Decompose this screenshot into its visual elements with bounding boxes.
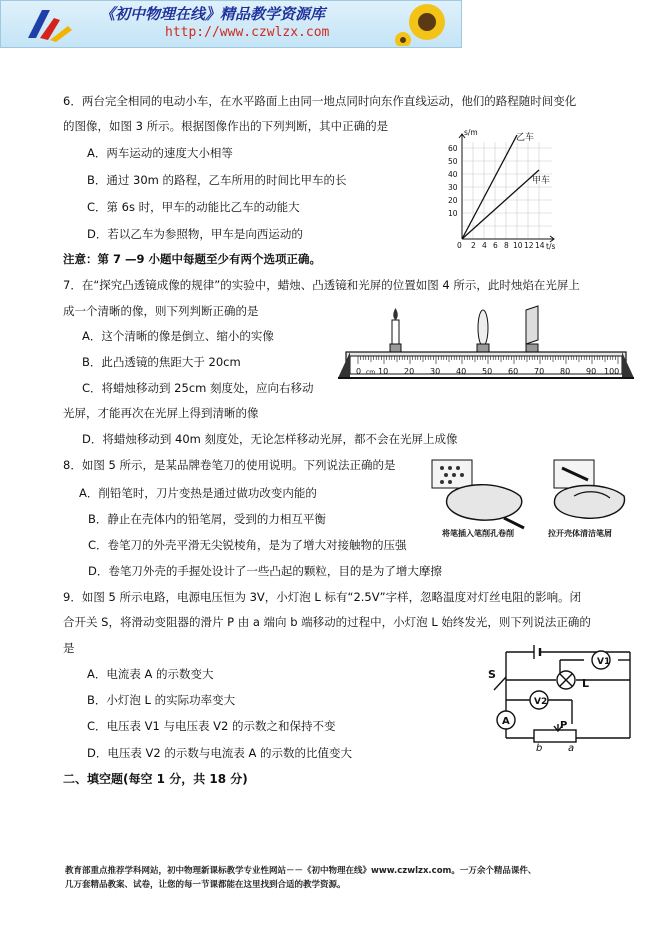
xtick: 14 — [535, 241, 545, 250]
banner-title: 《初中物理在线》精品教学资源库 — [100, 5, 326, 23]
bench-tick-label: 70 — [534, 367, 545, 376]
q6-option-c: C．第 6s 时，甲车的动能比乙车的动能大 — [87, 200, 300, 214]
note-multi-answer: 注意：第 7 —9 小题中每题至少有两个选项正确。 — [63, 252, 322, 266]
bench-tick-label: 50 — [482, 367, 493, 376]
q7-optical-bench — [338, 300, 634, 386]
q8-option-a: A．削铅笔时，刀片变热是通过做功改变内能的 — [79, 486, 317, 500]
q9-option-d: D．电压表 V2 的示数与电流表 A 的示数的比值变大 — [87, 746, 353, 760]
label-l: L — [582, 677, 590, 690]
q9-option-c: C．电压表 V1 与电压表 V2 的示数之和保持不变 — [87, 719, 336, 733]
ytick: 20 — [448, 196, 458, 205]
xtick: 0 — [457, 241, 462, 250]
q9-circuit — [484, 642, 634, 752]
xtick: 2 — [471, 241, 476, 250]
label-a-end: a — [568, 743, 575, 752]
q6-option-b: B．通过 30m 的路程，乙车所用的时间比甲车的长 — [87, 173, 347, 187]
ytick: 40 — [448, 170, 458, 179]
chart-ylabel: s/m — [464, 128, 478, 137]
q6-option-d: D．若以乙车为参照物，甲车是向西运动的 — [87, 227, 303, 241]
ytick: 50 — [448, 157, 458, 166]
bench-tick-label: 30 — [430, 367, 441, 376]
q7-stem-line2: 成一个清晰的像，则下列判断正确的是 — [63, 304, 259, 318]
series-line-jia — [462, 170, 539, 239]
site-logo-icon — [20, 4, 80, 44]
bench-tick-label: 20 — [404, 367, 415, 376]
bench-tick-label: 80 — [560, 367, 571, 376]
bench-tick-label: 10 — [378, 367, 389, 376]
chart-xlabel: t/s — [546, 242, 556, 250]
xtick: 4 — [482, 241, 487, 250]
q7-option-a: A．这个清晰的像是倒立、缩小的实像 — [82, 329, 274, 343]
section-two-heading: 二、填空题(每空 1 分，共 18 分) — [63, 772, 248, 786]
q8-option-b: B．静止在壳体内的铅笔屑，受到的力相互平衡 — [88, 512, 326, 526]
candle-flame-icon — [393, 308, 398, 320]
q9-stem-line1: 9．如图 5 所示电路，电源电压恒为 3V，小灯泡 L 标有“2.5V”字样，忽略温度对灯丝电阻的影响。闭 — [63, 590, 582, 604]
xtick: 10 — [513, 241, 523, 250]
bench-tick-label: 0 — [356, 367, 362, 376]
label-p: P — [560, 720, 568, 731]
bench-tick-label: 100 — [604, 367, 620, 376]
q7-option-b: B．此凸透镜的焦距大于 20cm — [82, 355, 241, 369]
footer-line1: 教育部重点推荐学科网站，初中物理新课标教学专业性网站－－《初中物理在线》www.czwlzx.com。一万余个精品课件、 — [65, 866, 537, 876]
footer-line2: 几万套精品教案、试卷，让您的每一节课都能在这里找到合适的教学资源。 — [65, 880, 346, 890]
series-label-yi: 乙车 — [516, 133, 535, 143]
ytick: 10 — [448, 209, 458, 218]
ytick: 60 — [448, 144, 458, 153]
sharpener-icon — [447, 485, 522, 520]
q7-option-c: C．将蜡烛移动到 25cm 刻度处，应向右移动 — [82, 381, 314, 395]
bench-tick-label: 90 — [586, 367, 597, 376]
caption-insert: 将笔插入笔削孔卷削 — [442, 529, 514, 538]
bench-tick-label: 40 — [456, 367, 467, 376]
banner-url[interactable]: http://www.czwlzx.com — [165, 25, 330, 40]
xtick: 8 — [504, 241, 509, 250]
label-v2: V2 — [534, 697, 548, 707]
label-b: b — [536, 743, 543, 752]
caption-clean: 拉开壳体清洁笔屑 — [548, 529, 612, 538]
q7-option-d: D．将蜡烛移动到 40m 刻度处，无论怎样移动光屏，都不会在光屏上成像 — [82, 432, 458, 446]
q8-option-c: C．卷笔刀的外壳平滑无尖锐棱角，是为了增大对接触物的压强 — [88, 538, 407, 552]
xtick: 6 — [493, 241, 498, 250]
label-a: A — [502, 716, 510, 727]
q9-stem-line3: 是 — [63, 641, 75, 655]
q9-option-b: B．小灯泡 L 的实际功率变大 — [87, 693, 236, 707]
q9-option-a: A．电流表 A 的示数变大 — [87, 667, 214, 681]
q6-stem-line2: 的图像，如图 3 所示。根据图像作出的下列判断，其中正确的是 — [63, 119, 389, 133]
sharpener-open-icon — [554, 486, 624, 519]
label-v1: V1 — [597, 657, 611, 667]
bench-tick-label: 60 — [508, 367, 519, 376]
q7-option-c-cont: 光屏，才能再次在光屏上得到清晰的像 — [63, 406, 259, 420]
q8-sharpener-figure — [428, 456, 628, 538]
q9-stem-line2: 合开关 S，将滑动变阻器的滑片 P 由 a 端向 b 端移动的过程中，小灯泡 L 始终发光，则下列说法正确的 — [63, 615, 591, 629]
q8-option-d: D．卷笔刀外壳的手握处设计了一些凸起的颗粒，目的是为了增大摩擦 — [88, 564, 442, 578]
ytick: 30 — [448, 183, 458, 192]
xtick: 12 — [524, 241, 534, 250]
bench-unit: cm — [366, 369, 376, 376]
q6-st-graph — [440, 128, 560, 250]
label-s: S — [488, 668, 496, 681]
header-banner — [0, 0, 462, 48]
q8-stem: 8．如图 5 所示，是某品牌卷笔刀的使用说明。下列说法正确的是 — [63, 458, 396, 472]
sunflower-icon — [395, 0, 459, 46]
q6-stem-line1: 6．两台完全相同的电动小车，在水平路面上由同一地点同时向东作直线运动，他们的路程随时间变化 — [63, 94, 577, 108]
q7-stem-line1: 7．在“探究凸透镜成像的规律”的实验中，蜡烛、凸透镜和光屏的位置如图 4 所示，此时烛焰在光屏上 — [63, 278, 580, 292]
series-label-jia: 甲车 — [532, 176, 551, 186]
q6-option-a: A．两车运动的速度大小相等 — [87, 146, 233, 160]
